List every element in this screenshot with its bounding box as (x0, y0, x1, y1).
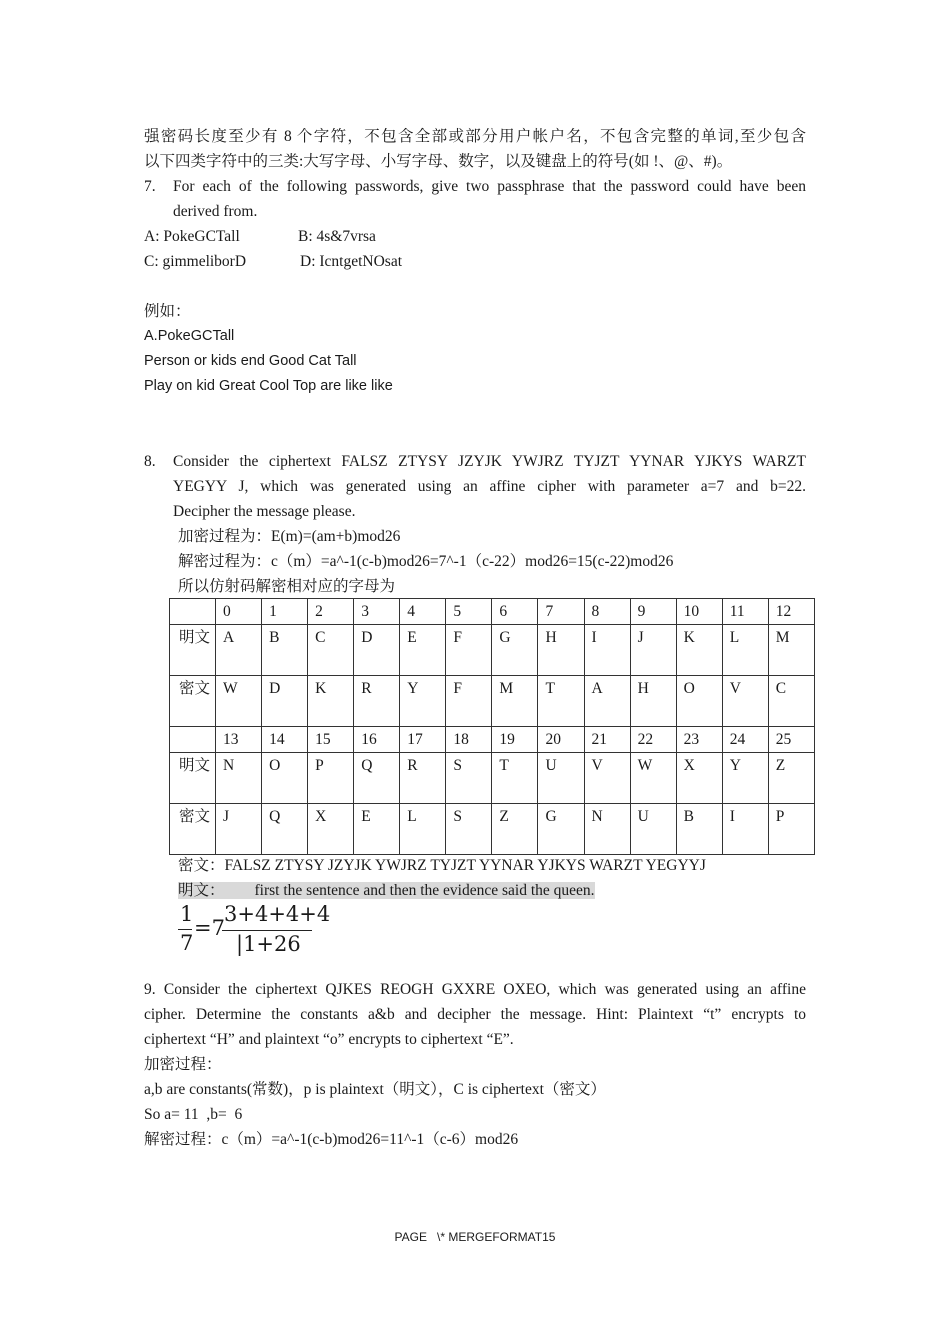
formula-big-numerator: 3+4+4+4 (224, 902, 331, 926)
table-cell: 16 (354, 727, 400, 753)
table-cell: O (676, 676, 722, 727)
table-cell: H (538, 625, 584, 676)
table-cell: Q (262, 804, 308, 855)
table-cell: O (262, 753, 308, 804)
table-row-label (170, 599, 216, 625)
q9-values: So a= 11 ,b= 6 (144, 1106, 243, 1123)
table-cell: 22 (630, 727, 676, 753)
q7-example-2: Person or kids end Good Cat Tall (144, 353, 357, 369)
table-cell: M (768, 625, 814, 676)
q7-option-a: A: PokeGCTall (144, 228, 240, 245)
table-cell: A (584, 676, 630, 727)
q8-line-2: YEGYY J, which was generated using an affine cipher with parameter a=7 and b=22. (173, 478, 806, 495)
intro-line-2: 以下四类字符中的三类:大写字母、小写字母、数字，以及键盘上的符号(如 !、@、#)。 (144, 153, 733, 170)
table-cell: R (400, 753, 446, 804)
table-cell: 18 (446, 727, 492, 753)
table-cell: L (400, 804, 446, 855)
table-cell: C (308, 625, 354, 676)
table-cell: G (538, 804, 584, 855)
table-cell: 19 (492, 727, 538, 753)
table-cell: 15 (308, 727, 354, 753)
q8-encryption: 加密过程为：E(m)=(am+b)mod26 (178, 528, 401, 545)
table-cell: 8 (584, 599, 630, 625)
table-cell: T (538, 676, 584, 727)
affine-cipher-table (169, 598, 815, 855)
table-cell: 10 (676, 599, 722, 625)
table-cell: E (400, 625, 446, 676)
table-cell: U (630, 804, 676, 855)
table-cell: B (676, 804, 722, 855)
table-cell: L (722, 625, 768, 676)
table-cell: T (492, 753, 538, 804)
table-cell: W (216, 676, 262, 727)
table-row-label: 密文 (170, 804, 216, 855)
q9-line-3: ciphertext “H” and plaintext “o” encrypts to ciphertext “E”. (144, 1031, 514, 1048)
q8-plaintext-label: 明文： (178, 882, 225, 899)
q7-example-label: 例如： (144, 303, 191, 320)
table-cell: 4 (400, 599, 446, 625)
table-cell: S (446, 804, 492, 855)
table-cell: P (308, 753, 354, 804)
q7-number: 7. (144, 178, 156, 195)
table-cell: Q (354, 753, 400, 804)
q9-constants: a,b are constants(常数)，p is plaintext（明文），C is ciphertext（密文） (144, 1081, 606, 1098)
q9-line-1: 9. Consider the ciphertext QJKES REOGH GXXRE OXEO, which was generated using an affine (144, 981, 806, 998)
formula-fraction-bar (178, 929, 192, 930)
table-cell: J (216, 804, 262, 855)
table-cell: Z (492, 804, 538, 855)
table-cell: 14 (262, 727, 308, 753)
table-cell: V (584, 753, 630, 804)
table-cell: F (446, 625, 492, 676)
table-cell: 1 (262, 599, 308, 625)
table-cell: I (722, 804, 768, 855)
table-cell: N (216, 753, 262, 804)
table-plain-row (170, 753, 815, 804)
table-cell: Y (400, 676, 446, 727)
q7-line-2: derived from. (173, 203, 258, 220)
q9-decryption: 解密过程：c（m）=a^-1(c-b)mod26=11^-1（c-6）mod26 (144, 1131, 519, 1148)
table-cell: K (676, 625, 722, 676)
intro-line-1: 强密码长度至少有 8 个字符，不包含全部或部分用户帐户名，不包含完整的单词,至少包含 (144, 128, 806, 145)
q7-option-b: B: 4s&7vrsa (298, 228, 376, 245)
table-row-label: 明文 (170, 625, 216, 676)
q7-example-1: A.PokeGCTall (144, 328, 235, 344)
table-cell: A (216, 625, 262, 676)
table-cipher-row (170, 676, 815, 727)
table-cell: I (584, 625, 630, 676)
page-footer: PAGE \* MERGEFORMAT15 (394, 1230, 556, 1244)
formula-big-bar (222, 930, 312, 931)
table-cell: D (262, 676, 308, 727)
table-cell: 9 (630, 599, 676, 625)
table-cell: 21 (584, 727, 630, 753)
table-cell: 3 (354, 599, 400, 625)
q7-option-d: D: IcntgetNOsat (300, 253, 403, 270)
formula-numerator: 1 (180, 902, 194, 926)
q7-option-c: C: gimmeliborD (144, 253, 247, 270)
q7-example-3: Play on kid Great Cool Top are like like (144, 378, 393, 394)
table-cell: X (676, 753, 722, 804)
table-cell: K (308, 676, 354, 727)
table-row-label (170, 727, 216, 753)
table-cell: M (492, 676, 538, 727)
q9-line-2: cipher. Determine the constants a&b and decipher the message. Hint: Plaintext “t” encrypts to (144, 1006, 806, 1023)
table-cell: F (446, 676, 492, 727)
q8-table-intro: 所以仿射码解密相对应的字母为 (178, 578, 396, 595)
table-cell: U (538, 753, 584, 804)
table-cell: 20 (538, 727, 584, 753)
table-cell: 25 (768, 727, 814, 753)
table-cell: 7 (538, 599, 584, 625)
table-cell: 23 (676, 727, 722, 753)
table-cell: 0 (216, 599, 262, 625)
table-cell: C (768, 676, 814, 727)
table-cell: D (354, 625, 400, 676)
table-cell: 13 (216, 727, 262, 753)
table-cell: 2 (308, 599, 354, 625)
q8-decryption: 解密过程为：c（m）=a^-1(c-b)mod26=7^-1（c-22）mod26=15(c-22)mod26 (178, 553, 674, 570)
table-cell: 17 (400, 727, 446, 753)
table-index-row (170, 599, 815, 625)
q8-line-3: Decipher the message please. (173, 503, 356, 520)
table-cell: W (630, 753, 676, 804)
table-cell: R (354, 676, 400, 727)
table-row-label: 明文 (170, 753, 216, 804)
q8-number: 8. (144, 453, 156, 470)
table-cell: X (308, 804, 354, 855)
q8-plaintext-line (178, 878, 840, 903)
q9-encryption-label: 加密过程： (144, 1056, 222, 1073)
q7-line-1: For each of the following passwords, give two passphrase that the password could have been (173, 178, 806, 195)
table-cell: N (584, 804, 630, 855)
table-cell: 11 (722, 599, 768, 625)
table-cell: Y (722, 753, 768, 804)
table-cell: H (630, 676, 676, 727)
table-cell: 6 (492, 599, 538, 625)
table-cell: P (768, 804, 814, 855)
formula-denominator: 7 (180, 931, 194, 955)
table-cell: 5 (446, 599, 492, 625)
q8-ciphertext: 密文：FALSZ ZTYSY JZYJK YWJRZ TYJZT YYNAR YJKYS WARZT YEGYYJ (178, 857, 706, 874)
table-cell: B (262, 625, 308, 676)
table-cell: 12 (768, 599, 814, 625)
table-cell: G (492, 625, 538, 676)
table-row-label: 密文 (170, 676, 216, 727)
q8-plaintext: first the sentence and then the evidence said the queen. (225, 882, 595, 899)
table-cell: E (354, 804, 400, 855)
q8-line-1: Consider the ciphertext FALSZ ZTYSY JZYJK YWJRZ TYJZT YYNAR YJKYS WARZT (173, 453, 806, 470)
table-cell: J (630, 625, 676, 676)
formula-big-denominator: |1+26 (236, 932, 301, 956)
table-index-row (170, 727, 815, 753)
table-cipher-row (170, 804, 815, 855)
table-cell: 24 (722, 727, 768, 753)
table-cell: V (722, 676, 768, 727)
table-cell: S (446, 753, 492, 804)
formula-equals: =7 (194, 916, 225, 940)
table-plain-row (170, 625, 815, 676)
table-cell: Z (768, 753, 814, 804)
